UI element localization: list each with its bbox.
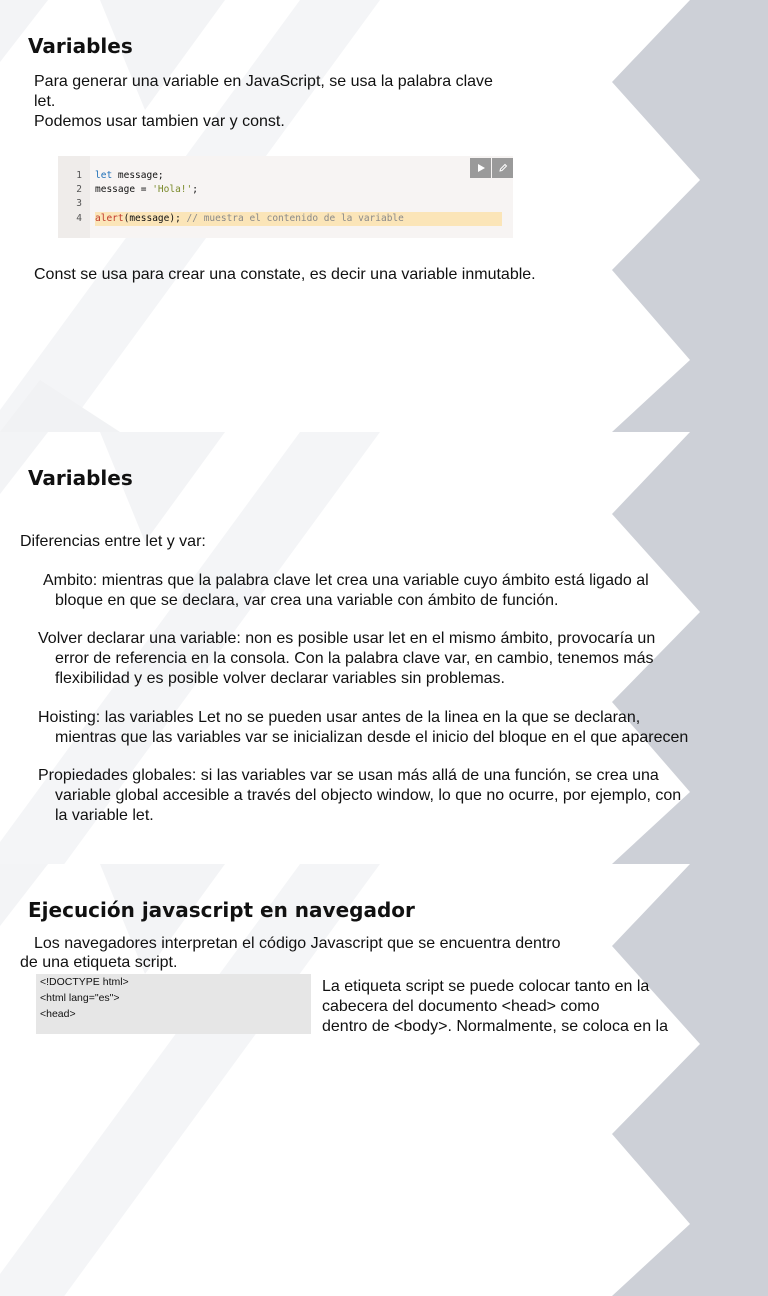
difference-item-globales-cont: variable global accesible a través del objecto window, lo que no ocurre, por ejemplo, con: [55, 787, 682, 804]
difference-item-ambito-cont: bloque en que se declara, var crea una variable con ámbito de función.: [55, 592, 559, 609]
code-line-highlighted: 4 alert(message); // muestra el contenido de la variable: [58, 212, 502, 226]
code-line: 2 message = 'Hola!';: [76, 184, 198, 195]
intro-line-2: let.: [34, 93, 56, 110]
code-example-block: [58, 156, 513, 238]
slide-title: Variables: [28, 466, 133, 490]
difference-item-redeclare: Volver declarar una variable: non es posible usar let en el mismo ámbito, provocaría un: [38, 630, 656, 647]
play-icon: [476, 163, 486, 173]
intro-line-1: Los navegadores interpretan el código Javascript que se encuentra dentro: [34, 935, 561, 952]
difference-item-globales-cont: la variable let.: [55, 807, 154, 824]
differences-heading: Diferencias entre let y var:: [20, 533, 206, 550]
difference-item-redeclare-cont: flexibilidad y es posible volver declarar variables sin problemas.: [55, 670, 505, 687]
difference-item-globales: Propiedades globales: si las variables var se usan más allá de una función, se crea una: [38, 767, 659, 784]
slide-variables-intro: [0, 0, 768, 432]
script-placement-line-3: dentro de <body>. Normalmente, se coloca en la: [322, 1018, 668, 1035]
slide-variables-differences: [0, 432, 768, 864]
script-placement-line-2: cabecera del documento <head> como: [322, 998, 600, 1015]
slide-title: Ejecución javascript en navegador: [28, 898, 415, 922]
difference-item-ambito: Ambito: mientras que la palabra clave let crea una variable cuyo ámbito está ligado al: [43, 572, 649, 589]
code-toolbar: [470, 158, 513, 178]
slide-background-shapes: [0, 864, 768, 1296]
intro-line-1: Para generar una variable en JavaScript, se usa la palabra clave: [34, 73, 493, 90]
code-line: 3: [76, 198, 82, 209]
const-description: Const se usa para crear una constate, es decir una variable inmutable.: [34, 266, 536, 283]
code-line: <html lang="es">: [40, 992, 120, 1004]
pencil-icon: [498, 163, 508, 173]
difference-item-redeclare-cont: error de referencia en la consola. Con la palabra clave var, en cambio, tenemos más: [55, 650, 654, 667]
script-placement-line-1: La etiqueta script se puede colocar tanto en la: [322, 978, 650, 995]
difference-item-hoisting: Hoisting: las variables Let no se pueden usar antes de la linea en la que se declaran,: [38, 709, 641, 726]
slide-title: Variables: [28, 34, 133, 58]
difference-item-hoisting-cont: mientras que las variables var se inicializan desde el inicio del bloque en el que aparecen: [55, 729, 689, 746]
edit-button[interactable]: [492, 158, 513, 178]
html-code-sample: [36, 974, 311, 1034]
intro-line-2: de una etiqueta script.: [20, 954, 178, 971]
code-line: <!DOCTYPE html>: [40, 976, 129, 988]
intro-line-3: Podemos usar tambien var y const.: [34, 113, 285, 130]
slide-browser-execution: [0, 864, 768, 1035]
code-line: <head>: [40, 1008, 76, 1020]
code-line: 1 let message;: [76, 170, 164, 181]
run-button[interactable]: [470, 158, 491, 178]
